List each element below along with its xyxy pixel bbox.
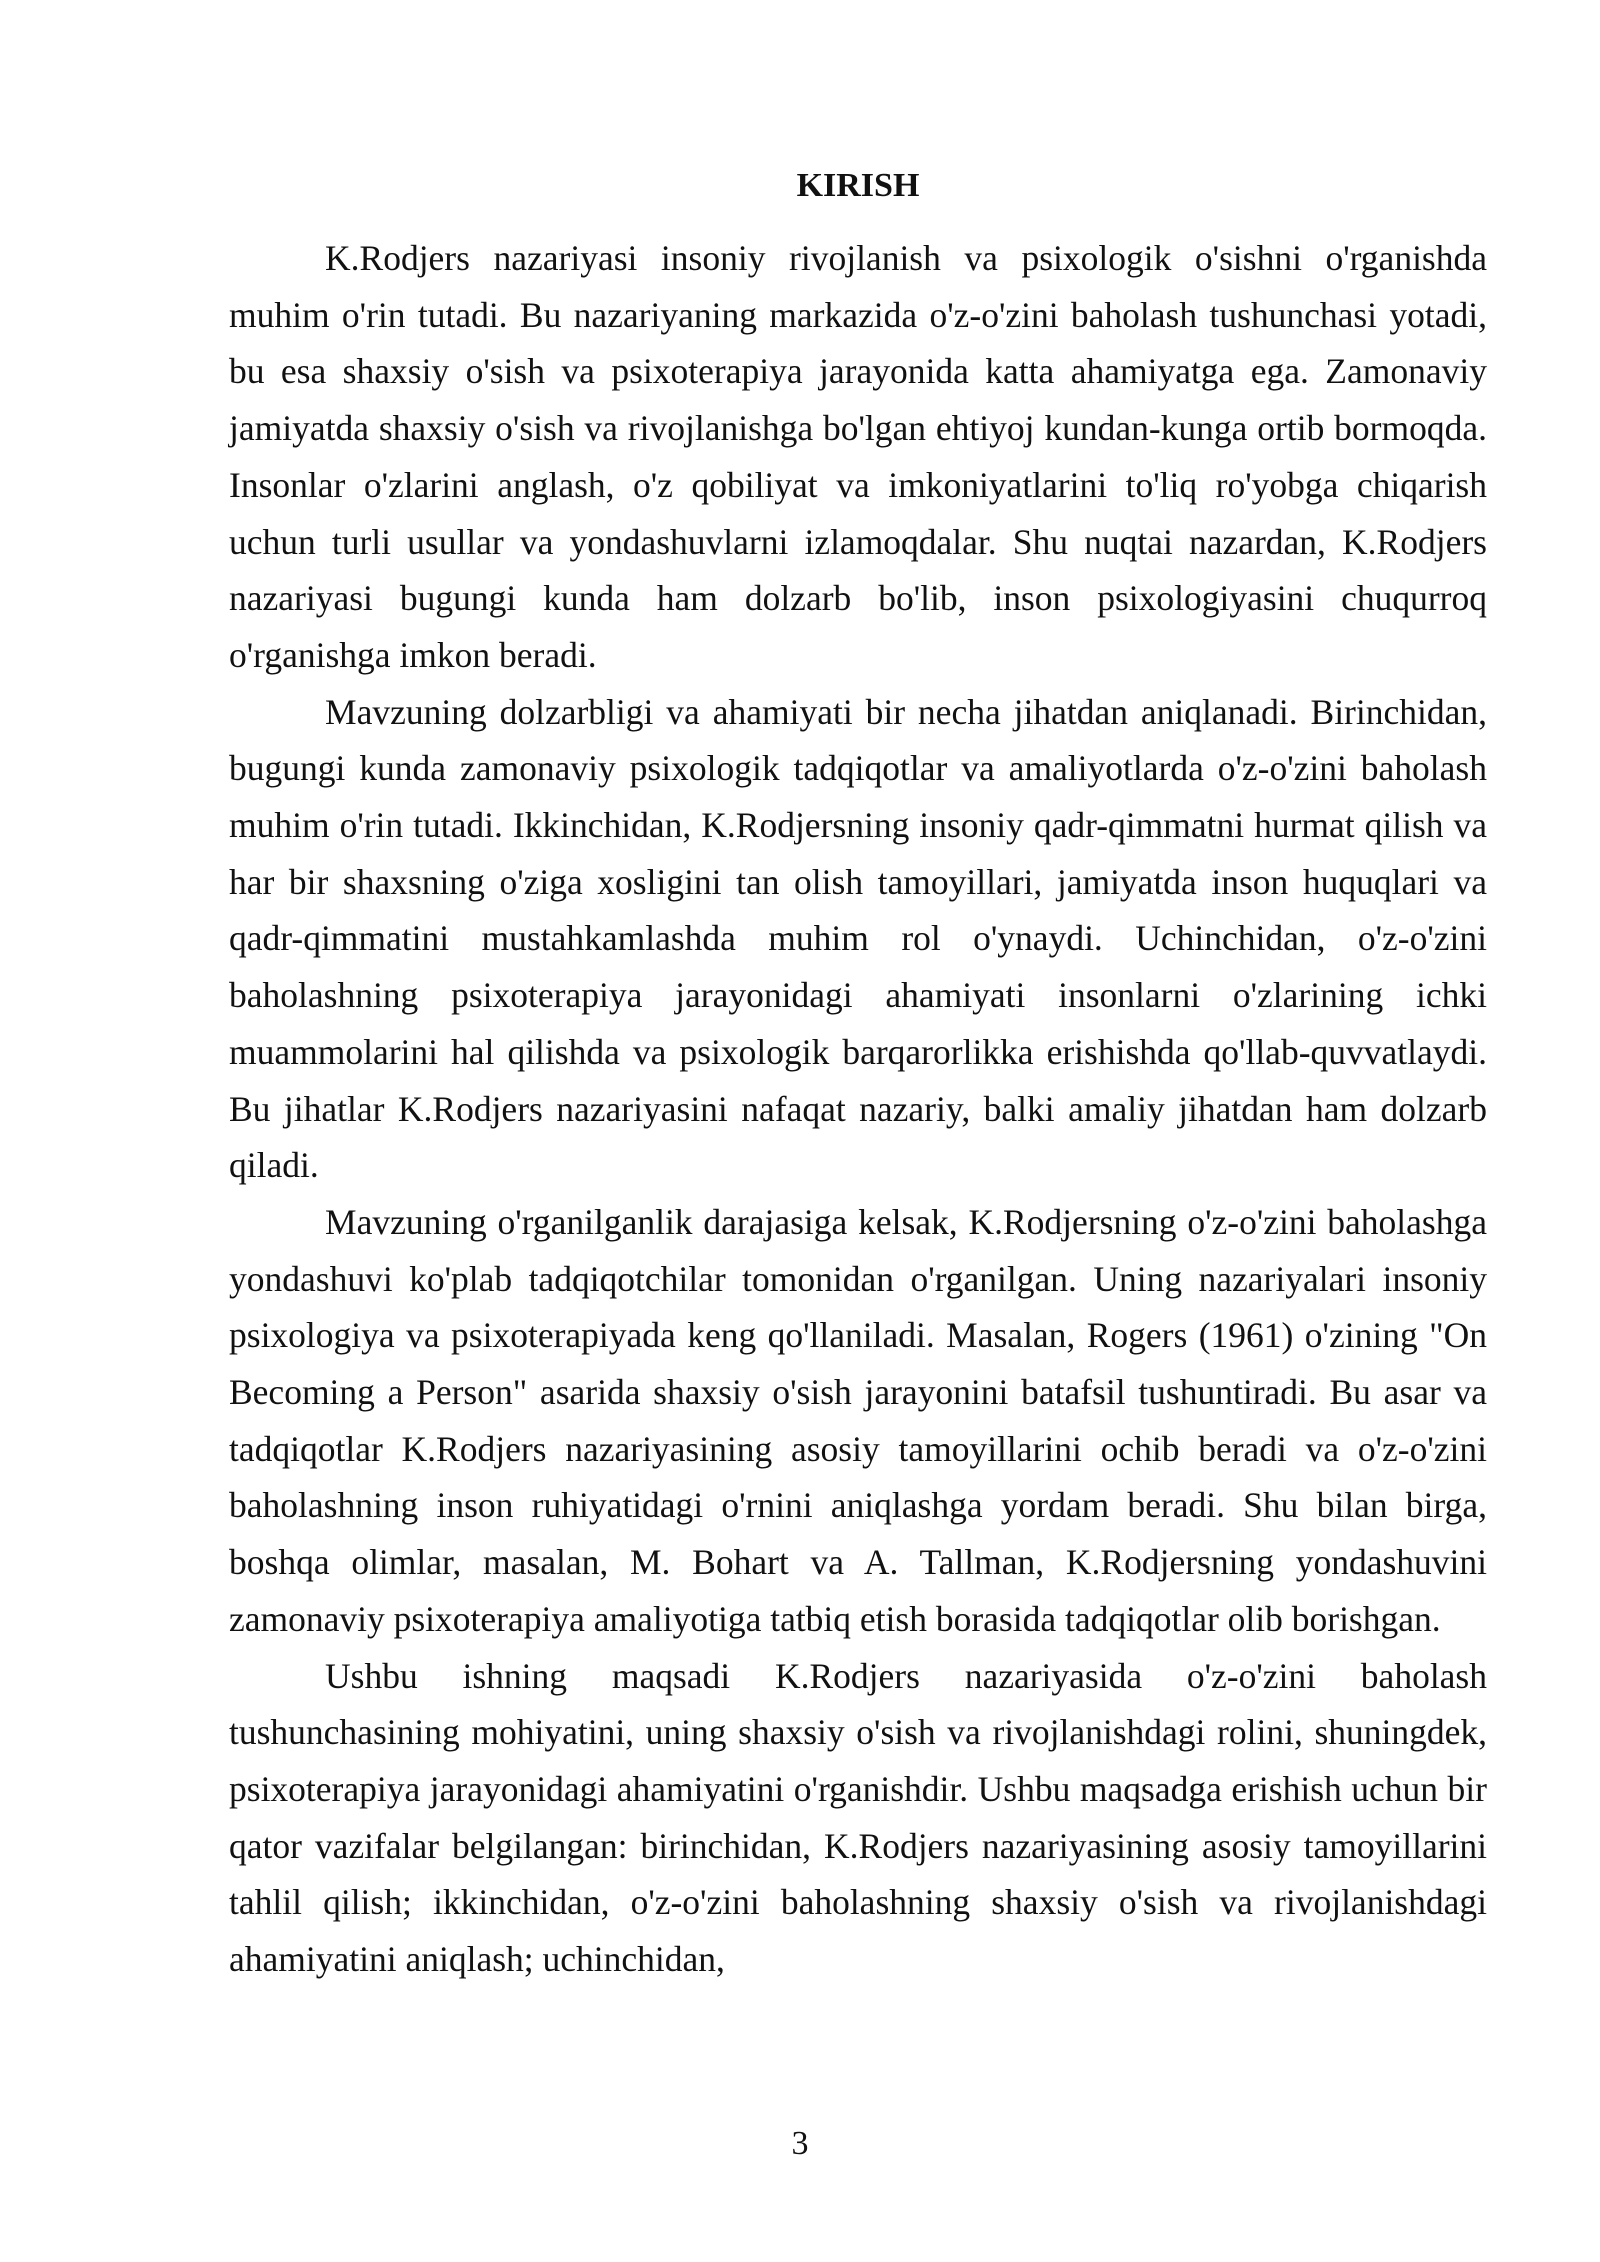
paragraph-goal: Ushbu ishning maqsadi K.Rodjers nazariyasida o'z-o'zini baholash tushunchasining mohiyatini, uning shaxsiy o'sish va rivojlanishdagi rolini, shuningdek, psixoterapiya jarayonidagi ahamiyatini o'rganishdir. Ushbu maqsadga erishish uchun bir qator vazifalar belgilangan: birinchidan, K.Rodjers nazariyasining asosiy tamoyillarini tahlil qilish; ikkinchidan, o'z-o'zini baholashning shaxsiy o'sish va rivojlanishdagi ahamiyatini aniqlash; uchinchidan,: [229, 1655, 1487, 1980]
page-number: 3: [791, 2125, 809, 2162]
paragraph-relevance: Mavzuning dolzarbligi va ahamiyati bir necha jihatdan aniqlanadi. Birinchidan, bugungi kunda zamonaviy psixologik tadqiqotlar va amaliyotlarda o'z-o'zini baholash muhim o'rin tutadi. Ikkinchidan, K.Rodjersning insoniy qadr-qimmatni hurmat qilish va har bir shaxsning o'ziga xosligini tan olish tamoyillari, jamiyatda inson huquqlari va qadr-qimmatini mustahkamlashda muhim rol o'ynaydi. Uchinchidan, o'z-o'zini baholashning psixoterapiya jarayonidagi ahamiyati insonlarni o'zlarining ichki muammolarini hal qilishda va psixologik barqarorlikka erishishda qo'llab-quvvatlaydi. Bu jihatlar K.Rodjers nazariyasini nafaqat nazariy, balki amaliy jihatdan ham dolzarb qiladi.: [229, 691, 1487, 1186]
page-content: [229, 162, 1487, 1988]
paragraph-study-level: Mavzuning o'rganilganlik darajasiga kelsak, K.Rodjersning o'z-o'zini baholashga yondashuvi ko'plab tadqiqotchilar tomonidan o'rganilgan. Uning nazariyalari insoniy psixologiya va psixoterapiyada keng qo'llaniladi. Masalan, Rogers (1961) o'zining "On Becoming a Person" asarida shaxsiy o'sish jarayonini batafsil tushuntiradi. Bu asar va tadqiqotlar K.Rodjers nazariyasining asosiy tamoyillarini ochib beradi va o'z-o'zini baholashning inson ruhiyatidagi o'rnini aniqlashga yordam beradi. Shu bilan birga, boshqa olimlar, masalan, M. Bohart va A. Tallman, K.Rodjersning yondashuvini zamonaviy psixoterapiya amaliyotiga tatbiq etish borasida tadqiqotlar olib borishgan.: [229, 1201, 1487, 1639]
paragraph-intro: K.Rodjers nazariyasi insoniy rivojlanish va psixologik o'sishni o'rganishda muhim o'rin tutadi. Bu nazariyaning markazida o'z-o'zini baholash tushunchasi yotadi, bu esa shaxsiy o'sish va psixoterapiya jarayonida katta ahamiyatga ega. Zamonaviy jamiyatda shaxsiy o'sish va rivojlanishga bo'lgan ehtiyoj kundan-kunga ortib bormoqda. Insonlar o'zlarini anglash, o'z qobiliyat va imkoniyatlarini to'liq ro'yobga chiqarish uchun turli usullar va yondashuvlarni izlamoqdalar. Shu nuqtai nazardan, K.Rodjers nazariyasi bugungi kunda ham dolzarb bo'lib, inson psixologiyasini chuqurroq o'rganishga imkon beradi.: [229, 238, 1487, 675]
section-title: KIRISH: [796, 167, 920, 204]
